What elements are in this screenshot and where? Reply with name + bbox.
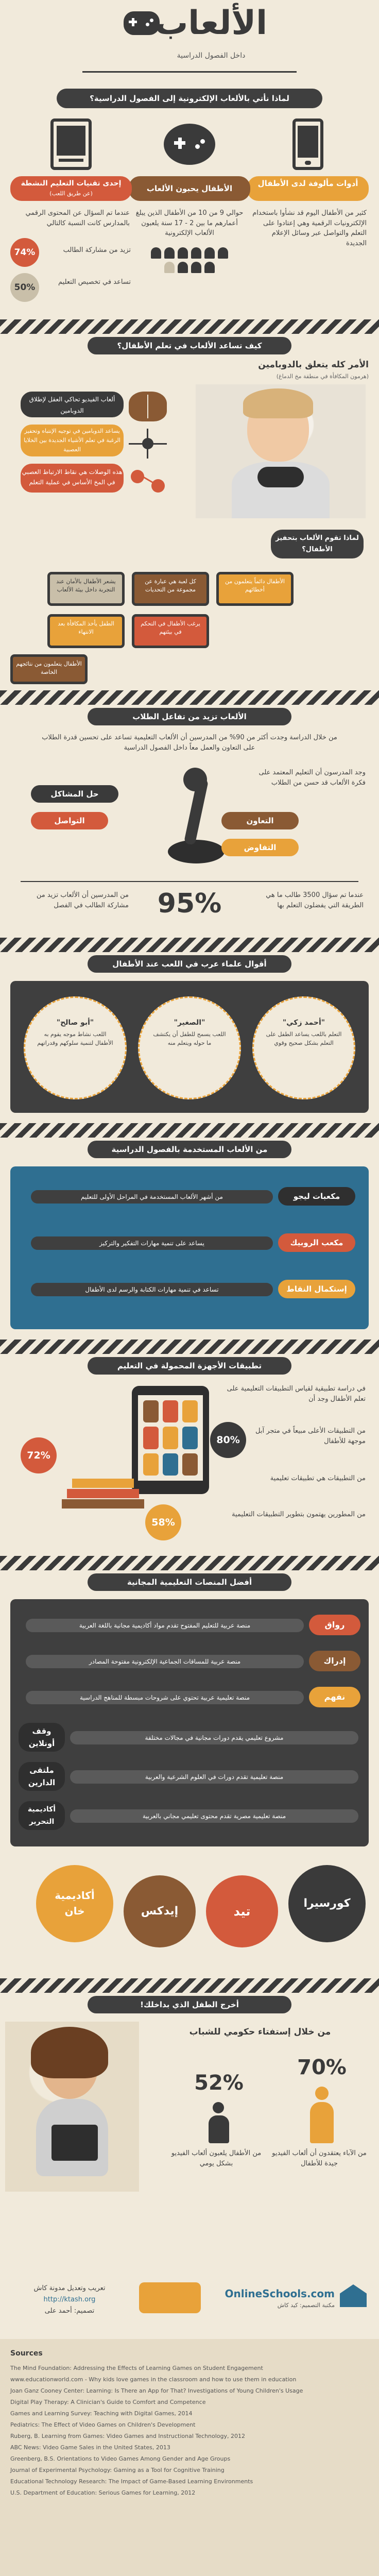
- source-item: Ruberg, B. Learning from Games: Video Games and Instructional Technology, 2012: [10, 2433, 245, 2439]
- credit-line-2[interactable]: http://ktash.org: [43, 2296, 96, 2303]
- game-rubik-desc: [31, 1236, 273, 1250]
- experts-section: [0, 938, 379, 1123]
- footer-credits: [0, 2267, 379, 2339]
- apps-stat-72-label: من التطبيقات هي تطبيقات تعليمية: [270, 1475, 366, 1482]
- platform-nafham: نفهم: [309, 1687, 360, 1707]
- kids-use-stat-52-label: من الأطفال يلعبون ألعاب الفيديو بشكل يومي: [171, 2149, 262, 2167]
- apps-section: [0, 1340, 379, 1556]
- skill-problem-solving: حل المشاكل: [31, 785, 118, 803]
- how-subtitle-note: (هرمون المكافأة في منطقة مخ الدماغ): [276, 373, 369, 380]
- used-games-board: [10, 1166, 369, 1329]
- source-item: Games and Learning Survey: Teaching with Digital Games, 2014: [10, 2410, 193, 2417]
- kids-use-intro: من خلال إستفتاء حكومي للشباب: [189, 2027, 331, 2037]
- platform-tahrir: أكاديمية التحرير: [19, 1801, 65, 1830]
- boy-with-controller-photo: [196, 384, 366, 518]
- child-figure-icon: [203, 2102, 234, 2143]
- platform-rwaq: رواق: [309, 1615, 360, 1635]
- platform-coursera: [288, 1865, 366, 1942]
- stat-personalize-label: تساعد في تخصيص التعليم: [58, 278, 131, 286]
- motivator-card-4: [47, 572, 125, 606]
- platform-tahrir-desc: [70, 1809, 358, 1823]
- game-lego-desc: [31, 1190, 273, 1204]
- stat-95-right: عندما تم سؤال 3500 طالب ما هي الطريقة التي يفضلون التعلم بها: [266, 891, 364, 909]
- motivator-card-6-text: الأطفال يتعلمون من نتائجهم الخاصة: [16, 660, 82, 675]
- how-title: كيف تساعد الألعاب في تعلم الأطفال؟: [88, 337, 291, 354]
- source-item: ABC News: Video Game Sales in the United States, 2013: [10, 2444, 170, 2451]
- joystick-icon: [147, 762, 235, 871]
- kash-logo: [139, 2282, 201, 2313]
- controller-icon: [164, 124, 215, 165]
- kids-use-stat-70: 70%: [297, 2056, 347, 2079]
- motivator-card-5: [47, 614, 125, 648]
- quote-2-name: "الصغير": [174, 1019, 205, 1027]
- motivator-card-1-text: الأطفال دائماً يتعلمون من أخطائهم: [225, 578, 285, 593]
- skill-communication: التواصل: [31, 812, 108, 829]
- quote-2-text: اللعب يسمح للطفل أن يكتشف ما حوله ويتعلم منه: [153, 1031, 226, 1046]
- platform-coursera-label: كورسيرا: [303, 1897, 351, 1910]
- why-col-familiar-title: أدوات مألوفة لدى الأطفال: [247, 176, 369, 201]
- platform-edraak-desc: [26, 1655, 304, 1668]
- why-col-active-title-sub: (عن طريق اللعب): [49, 190, 93, 197]
- used-games-title: من الألعاب المستخدمة بالفصول الدراسية: [88, 1141, 291, 1158]
- game-rubik-label: مكعب الروبيك: [278, 1233, 355, 1252]
- quote-1: [252, 996, 355, 1099]
- why-col-active-text: عندما تم السؤال عن المحتوى الرقمي بالمدارس كانت النسبة كالتالي: [25, 209, 130, 227]
- page-subtitle: داخل الفصول الدراسية: [177, 52, 246, 60]
- quote-3-name: "أبو صالح": [56, 1019, 94, 1027]
- stat-engagement-circle: 74%: [10, 238, 39, 267]
- skills-intro: وجد المدرسون أن التعليم المعتمد على فكرة الألعاب قد حسن من الطلاب: [259, 769, 366, 787]
- how-why-question: لماذا تقوم الألعاب بتحفيز الأطفال؟: [271, 530, 364, 558]
- platform-edx: [124, 1875, 196, 1947]
- game-lego-desc-text: من أشهر الألعاب المستخدمة في المراحل الأولى للتعليم: [81, 1193, 223, 1200]
- source-item: Journal of Experimental Psychology: Gaming as a Tool for Cognitive Training: [10, 2467, 225, 2473]
- platforms-section: [0, 1556, 379, 1978]
- why-col-familiar: [247, 118, 369, 304]
- why-col-active: [10, 118, 132, 314]
- platform-edraak-desc-text: منصة عربية للمساقات الجماعية الإلكترونية مفتوحة المصادر: [89, 1658, 241, 1665]
- quote-3: [24, 996, 127, 1099]
- motivator-card-3: [132, 614, 209, 648]
- how-point-2: يساعد الدوبامين في توجيه الإنتباه وتحفيز الرغبة في تعلم الأشياء الجديدة بين الخلايا العصبية: [21, 425, 124, 456]
- skill-cooperation: التعاون: [221, 812, 299, 829]
- motivator-card-4-text: يشعر الأطفال بالأمان عند التجربة داخل بيئة الألعاب: [56, 578, 116, 593]
- apps-stat-80-label: من التطبيقات الأعلى مبيعاً في متجر آبل موجهة للأطفال: [255, 1427, 366, 1445]
- why-col-active-title: [10, 176, 132, 201]
- source-item: Educational Technology Research: The Impact of Game-Based Learning Environments: [10, 2478, 253, 2485]
- motivator-card-5-text: الطفل يأخذ المكافأة بعد الانتهاء: [58, 620, 114, 635]
- interaction-text: من خلال الدراسة وجدت أكثر من 90% من المدرسين أن الألعاب التعليمية تساعد على تحسين قدرة الطلاب على التعاون والعمل معاً داخل الفصول الدراسية: [42, 734, 337, 752]
- how-point-1: ألعاب الفيديو تحاكي العقل لإطلاق الدوبامين: [21, 392, 124, 417]
- header-section: [0, 0, 379, 82]
- platform-rwaq-desc-text: منصة عربية للتعليم المفتوح تقدم مواد أكاديمية مجانية باللغة العربية: [79, 1622, 251, 1629]
- onlineschools-brand: OnlineSchools.com: [225, 2287, 335, 2300]
- why-col-active-title-text: إحدى تقنيات التعليم النشطة: [21, 179, 122, 188]
- source-item: The Mind Foundation: Addressing the Effects of Learning Games on Student Engagement: [10, 2365, 263, 2371]
- smartphone-icon: [292, 118, 323, 170]
- credit-line-1: تعريب وتعديل مدونة كاش: [33, 2284, 106, 2292]
- parent-figure-icon: [304, 2087, 340, 2143]
- platform-darain-desc-text: منصة تعليمية تقدم دورات في العلوم الشرعية والعربية: [145, 1773, 284, 1781]
- platform-edx-label: إيدكس: [141, 1905, 179, 1918]
- kids-use-section: [0, 1978, 379, 2267]
- why-col-love: [129, 118, 250, 304]
- interaction-title: الألعاب تزيد من تفاعل الطلاب: [88, 708, 291, 725]
- stat-95-left: من المدرسين أن الألعاب تزيد من مشاركة الطالب في الفصل: [36, 891, 129, 909]
- platform-waqf-desc: [70, 1731, 358, 1744]
- how-subtitle: الأمر كله يتعلق بالدوبامين: [258, 360, 369, 370]
- books-icon: [62, 1479, 144, 1510]
- apps-stat-58: 58%: [145, 1504, 181, 1540]
- experts-board: [10, 981, 369, 1113]
- source-item: Joan Ganz Cooney Center: Learning: Is There an App for That? Investigations of Young Children's Usage: [10, 2387, 303, 2394]
- game-dots-label: إستكمال النقاط: [278, 1280, 355, 1298]
- quote-1-name: "أحمد زكي": [282, 1019, 325, 1027]
- source-item: Greenberg, B.S. Orientations to Video Games Among Gender and Age Groups: [10, 2455, 231, 2462]
- sources-title: Sources: [10, 2349, 43, 2358]
- platform-ted: [206, 1875, 278, 1947]
- sources-list: [10, 2363, 369, 2499]
- kids-use-stat-70-label: من الآباء يعتقدون أن ألعاب الفيديو جيدة للأطفال: [272, 2149, 367, 2167]
- sources-block: [10, 2349, 369, 2576]
- quote-2: [138, 996, 241, 1099]
- how-point-3: هذه الوصلات هي نقاط الارتباط العصبي في المخ الأساس في عملية التعلم: [21, 464, 124, 493]
- why-section: [0, 82, 379, 319]
- experts-title: أقوال علماء عرب في اللعب عند الأطفال: [88, 955, 291, 973]
- tablet-icon: [50, 118, 92, 170]
- motivator-card-3-text: يرغب الأطفال في التحكم في بيئتهم: [141, 620, 200, 635]
- onlineschools-logo: [216, 2282, 371, 2313]
- kids-figures-icon: [148, 247, 231, 278]
- kids-use-stat-52: 52%: [194, 2071, 244, 2095]
- apps-title: تطبيقات الأجهزة المحمولة في التعليم: [88, 1357, 291, 1375]
- tablet-apps-icon: [132, 1386, 209, 1494]
- game-rubik-desc-text: يساعد على تنمية مهارات التفكير والتركيز: [99, 1240, 204, 1247]
- credit-line-3: تصميم: أحمد على: [44, 2307, 95, 2315]
- platform-nafham-desc-text: منصة تعليمية عربية تحتوي على شروحات مبسطة للمناهج الدراسية: [79, 1694, 250, 1701]
- how-section: [0, 319, 379, 690]
- neuron-icon: [129, 429, 167, 459]
- skill-negotiation: التفاوض: [221, 839, 299, 856]
- used-games-section: [0, 1123, 379, 1340]
- source-item: U.S. Department of Education: Serious Games for Learning, 2012: [10, 2489, 196, 2496]
- apps-stat-72: 72%: [21, 1437, 57, 1473]
- quote-1-text: التعلم باللعب يساعد الطفل على التعلم بشكل صحيح وقوي: [266, 1031, 342, 1046]
- source-item: Digital Play Therapy: A Clinician's Guide to Comfort and Competence: [10, 2399, 206, 2405]
- interaction-section: [0, 690, 379, 938]
- why-question: لماذا نأتي بالألعاب الإلكترونية إلى الفصول الدراسية؟: [57, 89, 322, 108]
- why-col-love-title: الأطفال يحبون الألعاب: [129, 176, 250, 201]
- apps-stat-80: 80%: [210, 1422, 246, 1458]
- onlineschools-label: مكتبة التصميم: كيد كاش: [277, 2302, 335, 2309]
- platform-ted-label: تيد: [233, 1904, 251, 1919]
- platform-darain-desc: [70, 1770, 358, 1784]
- platform-khan-label: أكاديمية خان: [55, 1889, 95, 1917]
- synapse-icon: [129, 466, 167, 496]
- motivator-card-2-text: كل لعبة هي عبارة عن مجموعة من التحديات: [145, 578, 196, 593]
- platforms-board: [10, 1599, 369, 1846]
- stat-engagement-label: تزيد من مشاركة الطالب: [63, 246, 131, 254]
- platform-rwaq-desc: [26, 1619, 304, 1632]
- apps-intro: في دراسة تطبيقية لقياس التطبيقات التعليمية على تعلم الأطفال وجد أن: [227, 1385, 366, 1403]
- why-col-familiar-text: كثير من الأطفال اليوم قد نشأوا باستخدام الإلكترونيات الرقمية وهي إعتادوا على التعلم والتواصل عبر وسائل الإعلام الجديدة: [252, 209, 367, 247]
- platform-waqf-desc-text: مشروع تعليمي يقدم دورات مجانية في مجالات مختلفة: [145, 1734, 284, 1741]
- platform-nafham-desc: [26, 1691, 304, 1704]
- footer-section: [0, 2267, 379, 2576]
- source-item: Pediatrics: The Effect of Video Games on Children's Development: [10, 2421, 196, 2428]
- platform-khan: [36, 1865, 113, 1942]
- game-lego-label: مكعبات ليجو: [278, 1187, 355, 1206]
- platform-edraak: إدراك: [309, 1651, 360, 1671]
- game-dots-desc: [31, 1283, 273, 1296]
- motivator-card-2: [132, 572, 209, 606]
- motivator-card-1: [216, 572, 294, 606]
- platform-waqf: وقف أونلاين: [19, 1723, 65, 1752]
- kids-use-title: أخرج الطفل الذي بداخلك!: [88, 1996, 291, 2013]
- game-dots-desc-text: تساعد في تنمية مهارات الكتابة والرسم لدى الأطفال: [85, 1286, 219, 1293]
- quote-3-text: اللعب نشاط موجه يقوم به الأطفال لتنمية سلوكهم وقدراتهم: [37, 1031, 113, 1046]
- platforms-title: أفضل المنصات التعليمية المجانية: [88, 1573, 291, 1591]
- why-col-love-text: حوالي 9 من 10 من الأطفال الذين يبلغ أعمارهم ما بين 2 - 17 سنة يلعبون الألعاب الإلكترونية: [135, 209, 244, 237]
- apps-stat-58-label: من المطورين يهتمون بتطوير التطبيقات التعليمية: [232, 1511, 366, 1518]
- stat-95-value: 95%: [157, 888, 222, 919]
- school-building-icon: [340, 2284, 367, 2307]
- page-title: الألعاب: [154, 4, 268, 42]
- girl-with-tablet-photo: [5, 2022, 139, 2192]
- platform-tahrir-desc-text: منصة تعليمية مصرية تقدم محتوى تعليمي مجاني بالعربية: [142, 1812, 286, 1820]
- stat-personalize-circle: 50%: [10, 273, 39, 302]
- source-item: www.educationworld.com - Why kids love games in the classroom and how to use them in education: [10, 2376, 297, 2383]
- platform-darain: ملتقى الدارين: [19, 1762, 65, 1791]
- brain-icon: [129, 392, 167, 421]
- motivator-card-6: [10, 654, 88, 684]
